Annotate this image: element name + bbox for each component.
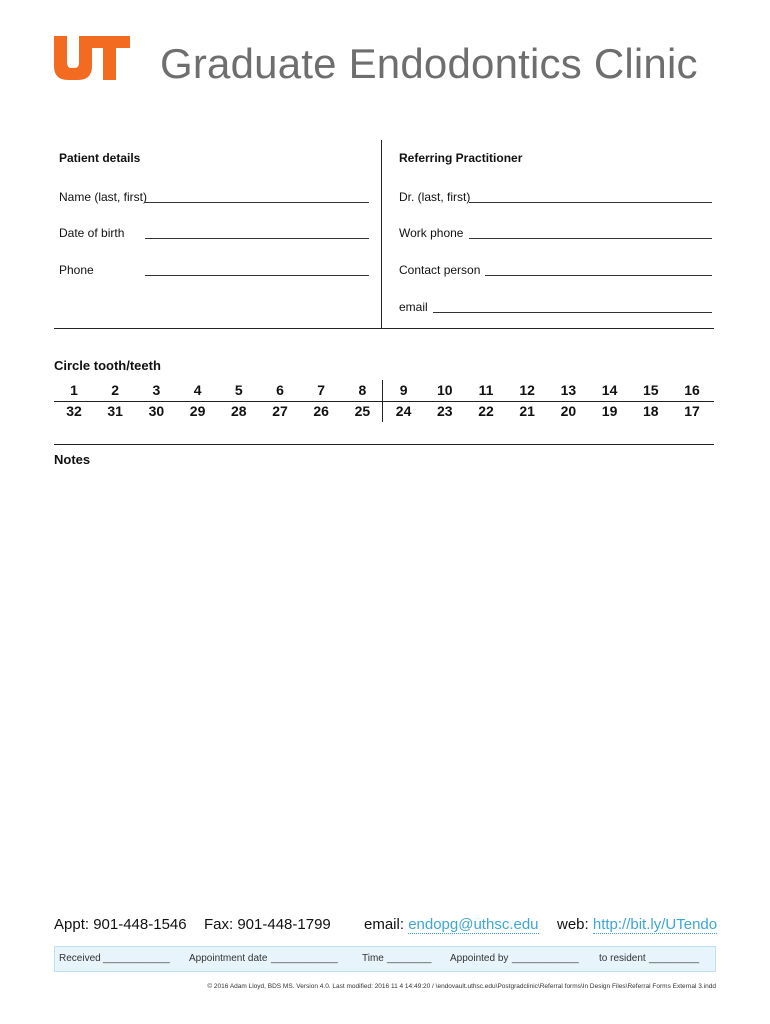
teeth-arch-divider [54, 401, 714, 402]
notes-area[interactable] [54, 472, 714, 902]
tooth-10[interactable]: 10 [437, 382, 453, 398]
tooth-17[interactable]: 17 [684, 403, 700, 419]
copyright-line: © 2016 Adam Lloyd, BDS MS. Version 4.0. Last modified: 2016 11 4 14:49:20 / \endovault.uthsc.edu\Postgradclinic\Referral forms\In Design Files\Referral Forms External 3.indd [207, 983, 716, 990]
tooth-4[interactable]: 4 [193, 382, 202, 398]
tooth-18[interactable]: 18 [643, 403, 659, 419]
received-label: Received [59, 953, 101, 964]
web-contact [557, 916, 717, 933]
patient-name-label: Name (last, first) [59, 190, 148, 204]
time-field[interactable]: ________ [387, 953, 432, 964]
tooth-29[interactable]: 29 [189, 403, 206, 419]
email-label: email: [364, 916, 405, 933]
time-label: Time [362, 953, 384, 964]
tooth-19[interactable]: 19 [601, 403, 618, 419]
fax-number: Fax: 901-448-1799 [204, 916, 331, 933]
referrer-work-phone-field[interactable] [469, 238, 712, 239]
patient-phone-field[interactable] [145, 275, 369, 276]
referrer-work-phone-label: Work phone [399, 226, 464, 240]
referrer-email-label: email [399, 300, 428, 314]
patient-dob-field[interactable] [145, 238, 369, 239]
appointed-by-label: Appointed by [450, 953, 509, 964]
appointment-date-label: Appointment date [189, 953, 268, 964]
email-contact [364, 916, 539, 933]
tooth-26[interactable]: 26 [313, 403, 329, 419]
notes-divider [54, 444, 714, 445]
tooth-20[interactable]: 20 [560, 403, 577, 419]
referrer-contact-field[interactable] [485, 275, 712, 276]
web-label: web: [557, 916, 589, 933]
teeth-heading: Circle tooth/teeth [54, 358, 161, 373]
tooth-5[interactable]: 5 [234, 382, 243, 398]
teeth-midline [382, 380, 383, 422]
tooth-7[interactable]: 7 [317, 382, 326, 398]
patient-details-heading: Patient details [59, 151, 141, 165]
tooth-6[interactable]: 6 [276, 382, 284, 398]
patient-dob-label: Date of birth [59, 226, 125, 240]
tooth-8[interactable]: 8 [358, 382, 367, 398]
column-divider [381, 140, 382, 328]
ut-logo [54, 36, 130, 80]
tooth-32[interactable]: 32 [66, 403, 82, 419]
tooth-31[interactable]: 31 [107, 403, 123, 419]
referrer-name-field[interactable] [469, 202, 712, 203]
tooth-21[interactable]: 21 [519, 403, 535, 419]
tooth-15[interactable]: 15 [643, 382, 659, 398]
tooth-13[interactable]: 13 [560, 382, 577, 398]
referrer-email-field[interactable] [433, 312, 712, 313]
referrer-name-label: Dr. (last, first) [399, 190, 471, 204]
tooth-11[interactable]: 11 [478, 382, 494, 398]
referrer-contact-label: Contact person [399, 263, 481, 277]
patient-name-field[interactable] [145, 202, 369, 203]
email-link[interactable]: endopg@uthsc.edu [408, 916, 539, 933]
tooth-27[interactable]: 27 [272, 403, 288, 419]
web-link[interactable]: http://bit.ly/UTendo [592, 916, 718, 933]
tooth-23[interactable]: 23 [437, 403, 453, 419]
tooth-24[interactable]: 24 [395, 403, 412, 419]
tooth-2[interactable]: 2 [111, 382, 120, 398]
page-title: Graduate Endodontics Clinic [160, 40, 698, 87]
tooth-14[interactable]: 14 [601, 382, 618, 398]
office-use-strip [54, 946, 716, 972]
appointment-phone: Appt: 901-448-1546 [54, 916, 187, 933]
to-resident-label: to resident [599, 953, 646, 964]
tooth-25[interactable]: 25 [354, 403, 371, 419]
received-field[interactable]: ____________ [103, 953, 170, 964]
tooth-9[interactable]: 9 [399, 382, 408, 398]
tooth-16[interactable]: 16 [684, 382, 700, 398]
tooth-1[interactable]: 1 [70, 382, 78, 398]
patient-phone-label: Phone [59, 263, 94, 277]
notes-heading: Notes [54, 452, 91, 467]
tooth-3[interactable]: 3 [152, 382, 161, 398]
to-resident-field[interactable]: _________ [649, 953, 700, 964]
tooth-22[interactable]: 22 [478, 403, 494, 419]
tooth-12[interactable]: 12 [519, 382, 535, 398]
appointed-by-field[interactable]: ____________ [512, 953, 579, 964]
tooth-30[interactable]: 30 [148, 403, 165, 419]
section-divider [54, 328, 714, 329]
appointment-date-field[interactable]: ____________ [271, 953, 338, 964]
referring-practitioner-heading: Referring Practitioner [399, 151, 523, 165]
tooth-28[interactable]: 28 [231, 403, 247, 419]
